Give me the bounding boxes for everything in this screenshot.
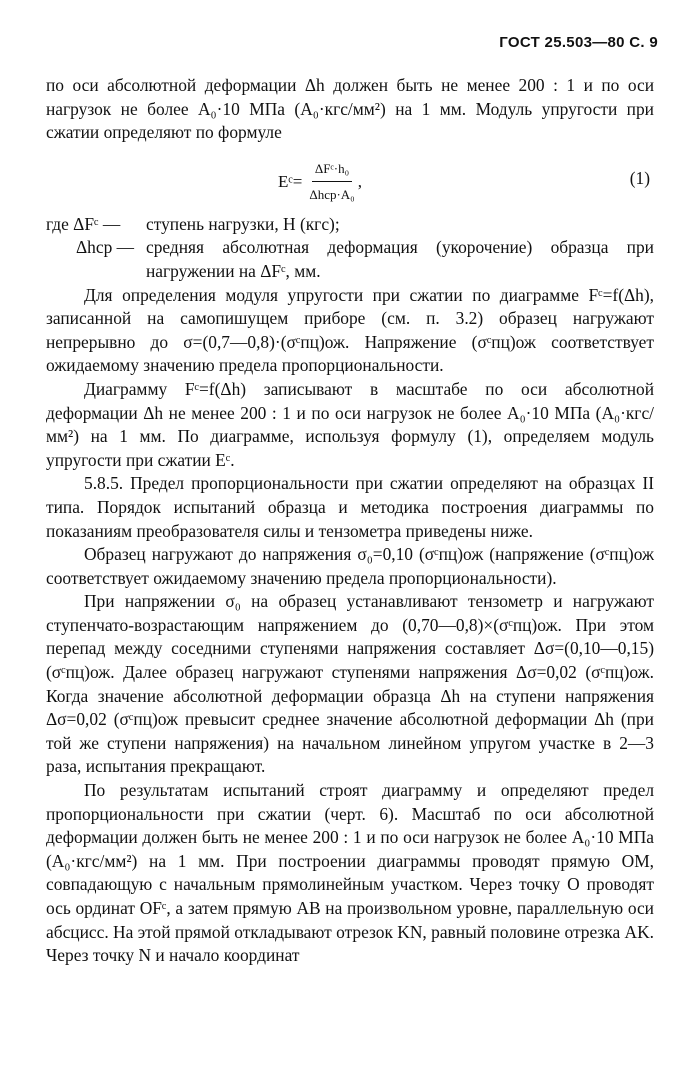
body-paragraph: Диаграмму Fᶜ=f(Δh) записывают в масштабе по оси абсолютной деформации Δh не менее 200 : 1 и по оси нагрузок не более A₀·10 МПа (A₀·кгс/мм²) на 1 мм. По диаграмме, используя формулу (1), определяем модуль упругости при сжатии Eᶜ. bbox=[46, 378, 654, 470]
formula-trail: , bbox=[357, 172, 362, 192]
definition-term: где ΔFᶜ — bbox=[46, 213, 121, 234]
body-paragraph: Образец нагружают до напряжения σ₀=0,10 (σᶜпц)ож (напряжение (σᶜпц)ож соответствует ожидаемому значению предела пропорциональности). bbox=[46, 544, 654, 588]
formula-lhs: Eᶜ= bbox=[278, 172, 303, 192]
definition-desc: ступень нагрузки, Н (кгс); bbox=[146, 213, 340, 234]
body-paragraph: 5.8.5. Предел пропорциональности при сжатии определяют на образцах II типа. Порядок испытаний образца и методика построения диаграммы по показаниям преобразователя силы и тензометра приведены ниже. bbox=[46, 473, 654, 541]
definition-desc: средняя абсолютная деформация (укорочение) образца при нагружении на ΔFᶜ, мм. bbox=[146, 237, 654, 281]
page-header: ГОСТ 25.503—80 С. 9 bbox=[499, 34, 658, 51]
body-paragraph: При напряжении σ₀ на образец устанавливают тензометр и нагружают ступенчато-возрастающим напряжением до (0,70—0,8)×(σᶜпц)ож. При этом перепад между соседними ступенями напряжения составляет Δσ=(0,10—0,15) (σᶜпц)ож. Далее образец нагружают ступенями напряжения Δσ=0,02 (σᶜпц)ож. Когда значение абсолютной деформации образца Δh на ступени напряжения Δσ=0,02 (σᶜпц)ож превысит среднее значение абсолютной деформации Δh (при той же ступени напряжения) на начальном линейном упругом участке в 2—3 раза, испытания прекращают. bbox=[46, 591, 654, 777]
definition-item bbox=[46, 213, 654, 237]
formula bbox=[278, 157, 362, 207]
intro-paragraph: по оси абсолютной деформации Δh должен быть не менее 200 : 1 и по оси нагрузок не более A₀·10 МПа (A₀·кгс/мм²) на 1 мм. Модуль упругости при сжатии определяют по формуле bbox=[46, 75, 654, 143]
formula-block bbox=[46, 151, 654, 207]
body-paragraph: Для определения модуля упругости при сжатии по диаграмме Fᶜ=f(Δh), записанной на самопишущем приборе (см. п. 3.2) образец нагружают непрерывно до σ=(0,7—0,8)·(σᶜпц)ож. Напряжение (σᶜпц)ож соответствует ожидаемому значению предела пропорциональности. bbox=[46, 284, 654, 376]
definition-item bbox=[46, 236, 654, 283]
formula-number: (1) bbox=[629, 167, 650, 188]
definition-term: Δhср — bbox=[76, 237, 135, 258]
body-paragraph: По результатам испытаний строят диаграмму и определяют предел пропорциональности при сжатии (черт. 6). Масштаб по оси абсолютной деформации должен быть не менее 200 : 1 и по оси нагрузок не более A₀·10 МПа (A₀·кгс/мм²) на 1 мм. При построении диаграммы проводят прямую OM, совпадающую с начальным прямолинейным участком. Через точку O проводят ось ординат OFᶜ, а затем прямую AB на произвольном уровне, параллельную оси абсцисс. На этой прямой откладывают отрезок KN, равный половине отрезка AK. Через точку N и начало координат bbox=[46, 780, 654, 966]
formula-denominator: Δhср·A₀ bbox=[309, 187, 355, 203]
page-content bbox=[46, 74, 654, 968]
formula-numerator: ΔFᶜ·h₀ bbox=[312, 157, 352, 183]
formula-fraction bbox=[306, 157, 357, 207]
